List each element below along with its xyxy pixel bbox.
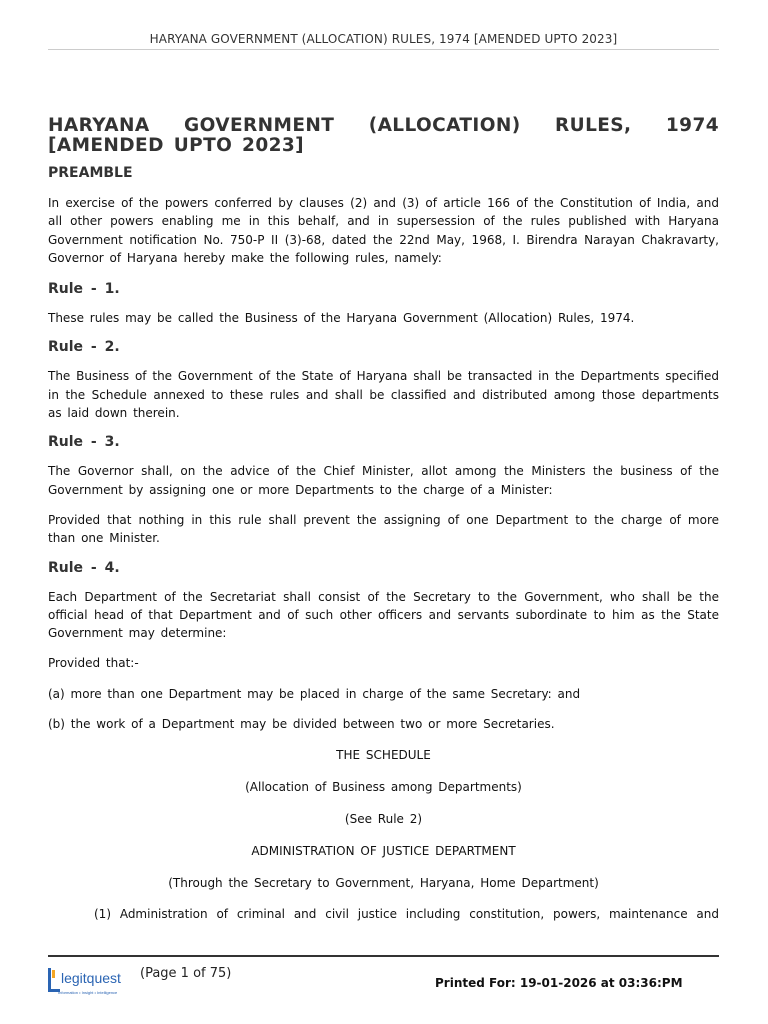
schedule-heading: THE SCHEDULE: [336, 748, 431, 763]
rule-3-heading: Rule - 3.: [48, 434, 120, 451]
schedule-subheading: (Allocation of Business among Departments): [245, 780, 522, 795]
rule-2-heading: Rule - 2.: [48, 339, 120, 356]
rule-4-paragraph: Each Department of the Secretariat shall consist of the Secretary to the Government, who shall be the official head of that Department and of such other officers and servants subordinate to him as the State Government may determine:: [48, 589, 719, 641]
rule-1-heading: Rule - 1.: [48, 281, 120, 298]
rule-3-proviso: Provided that nothing in this rule shall prevent the assigning of one Department to the charge of more than one Minister.: [48, 512, 719, 546]
rule-2-paragraph: The Business of the Government of the State of Haryana shall be transacted in the Departments specified in the Schedule annexed to these rules and shall be classified and distributed among those departments as laid down therein.: [48, 369, 719, 421]
rule-1-paragraph: These rules may be called the Business of the Haryana Government (Allocation) Rules, 1974.: [48, 311, 635, 326]
header-divider: [48, 49, 719, 50]
document-body: [48, 116, 719, 924]
printed-for-stamp: Printed For: 19-01-2026 at 03:36:PM: [435, 976, 683, 990]
preamble-heading: PREAMBLE: [48, 165, 133, 181]
legitquest-logo: [46, 964, 138, 996]
preamble-paragraph: In exercise of the powers conferred by clauses (2) and (3) of article 166 of the Constitution of India, and all other powers enabling me in this behalf, and in supersession of the rules published with Haryana Government notification No. 750-P II (3)-68, dated the 22nd May, 1968, I. Birendra Narayan Chakravarty, Governor of Haryana hereby make the following rules, namely:: [48, 196, 719, 265]
rule-3-paragraph: The Governor shall, on the advice of the Chief Minister, allot among the Ministers the business of the Government by assigning one or more Departments to the charge of a Minister:: [48, 464, 719, 497]
rule-4-heading: Rule - 4.: [48, 559, 120, 576]
schedule-reference: (See Rule 2): [344, 812, 423, 827]
schedule-item-1: (1) Administration of criminal and civil justice including constitution, powers, maintenance and: [94, 907, 719, 922]
department-heading: ADMINISTRATION OF JUSTICE DEPARTMENT: [251, 844, 516, 859]
running-header: HARYANA GOVERNMENT (ALLOCATION) RULES, 1974 [AMENDED UPTO 2023]: [149, 32, 618, 46]
logo-accent-icon: [52, 970, 55, 978]
logo-tagline: Information • Insight • Intelligence: [58, 990, 118, 995]
rule-4-clause-b: (b) the work of a Department may be divided between two or more Secretaries.: [48, 717, 555, 732]
rule-4-provided: Provided that:-: [48, 656, 139, 671]
document-title: HARYANA GOVERNMENT (ALLOCATION) RULES, 1974 [AMENDED UPTO 2023]: [48, 115, 719, 156]
logo-bracket-left-icon: [48, 968, 51, 992]
rule-4-clause-a: (a) more than one Department may be placed in charge of the same Secretary: and: [48, 686, 581, 701]
logo-wordmark: legitquest: [61, 970, 121, 986]
department-through: (Through the Secretary to Government, Haryana, Home Department): [168, 876, 599, 891]
footer-divider: [48, 955, 719, 957]
page-indicator: (Page 1 of 75): [140, 966, 232, 981]
